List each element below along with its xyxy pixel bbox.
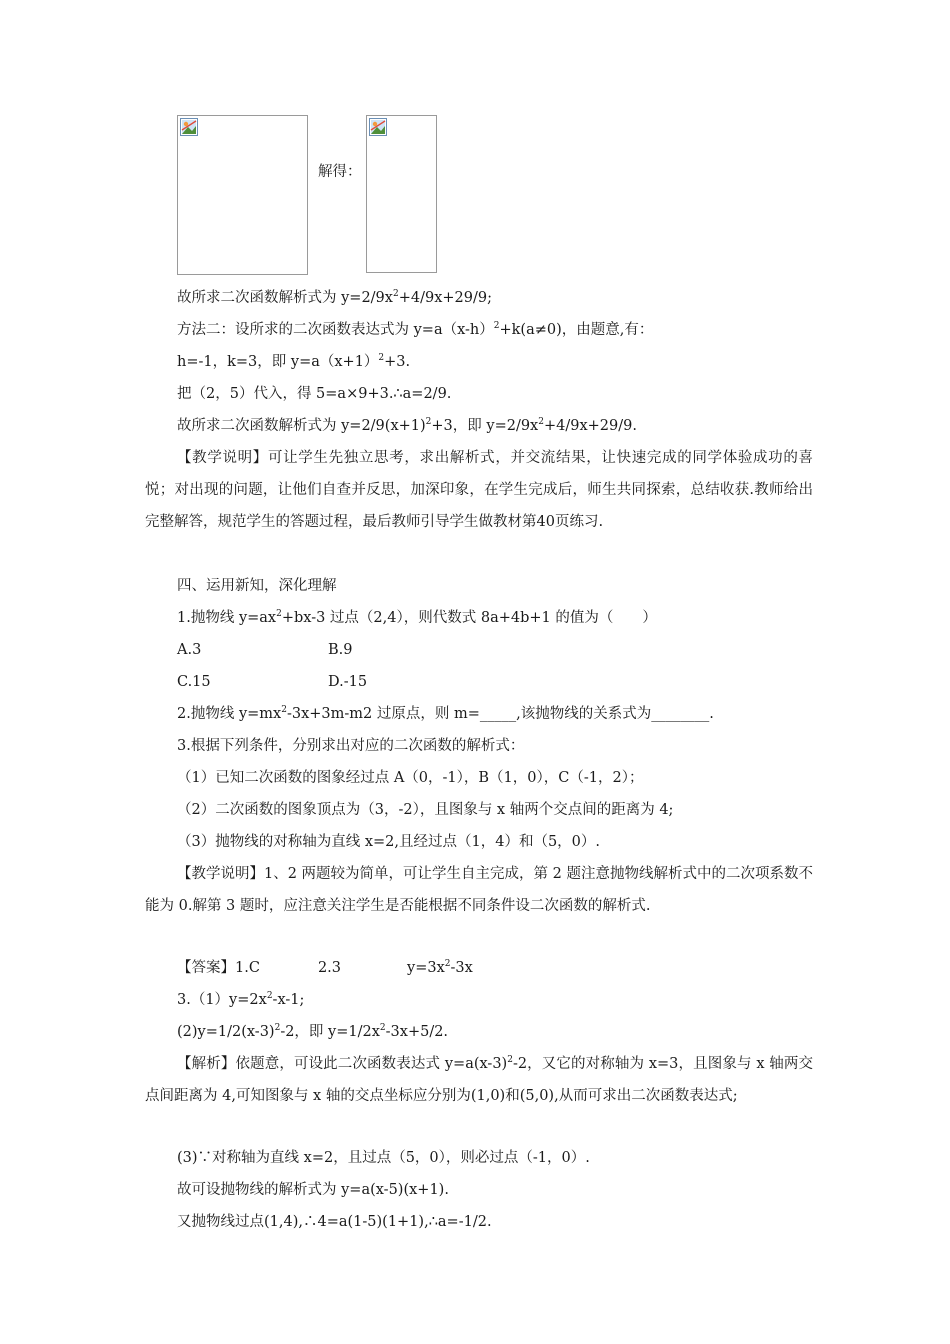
vertex-line: h=-1，k=3，即 $y=a(x+1)^2+3$. <box>177 353 411 370</box>
answer-3-part-1: $3.(1)y=2x^2-x-1$; <box>177 991 305 1008</box>
option-d: D.-15 <box>328 674 368 690</box>
broken-image-icon <box>180 118 198 136</box>
option-c: C.15 <box>177 674 211 690</box>
solve-label: 解得： <box>318 164 362 180</box>
question-1: 1.抛物线 $y=ax^2+bx-3$ 过点（2,4），则代数式 8a+4b+1 的值为（ ） <box>177 609 657 626</box>
analysis-paragraph: 【解析】依题意，可设此二次函数表达式 $y=a(x-3)^2-2$，又它的对称轴为 x=3，且图象与 x 轴两交点间距离为 4,可知图象与 x 轴的交点坐标应分别为(1,0)和(5,0),从而可求出二次函数表达式; <box>145 1055 813 1104</box>
answer-3-part-3: (3)∵对称轴为直线 x=2，且过点（5，0），则必过点（-1，0）. <box>177 1150 590 1166</box>
method-two-line: 方法二：设所求的二次函数表达式为 $y=a(x-h)^2+k(a\ne 0)$，由题意,有： <box>177 321 654 338</box>
answer-3-part-3-solve: 又抛物线过点(1,4),∴4=a(1-5)(1+1),∴a=-1/2. <box>177 1214 492 1230</box>
teaching-note-2: 【教学说明】1、2 两题较为简单，可让学生自主完成，第 2 题注意抛物线解析式中的二次项系数不能为 0.解第 3 题时，应注意关注学生是否能根据不同条件设二次函数的解析式. <box>145 866 813 914</box>
result-line-2: 故所求二次函数解析式为 $y=2/9(x+1)^2+3$，即 $y=2/9x^2+4/9x+29/9$. <box>177 417 637 434</box>
option-b: B.9 <box>328 642 353 658</box>
question-3-part-1: （1）已知二次函数的图象经过点 A（0，-1），B（1，0），C（-1，2）； <box>177 770 644 786</box>
answer-3-part-2: $(2)y=1/2(x-3)^2-2$，即 $y=1/2x^2-3x+5/2$. <box>177 1023 449 1040</box>
question-3-part-3: （3）抛物线的对称轴为直线 x=2,且经过点（1，4）和（5，0）. <box>177 834 601 850</box>
question-2: 2.抛物线 $y=mx^2-3x+3m-m2$ 过原点，则 m=_____,该抛物线的关系式为________. <box>177 705 714 722</box>
option-a: A.3 <box>177 642 202 658</box>
answer-line: 【答案】1.C 2.3 $y=3x^2-3x$ <box>177 959 473 976</box>
answer-3-part-3-setup: 故可设抛物线的解析式为 y=a(x-5)(x+1). <box>177 1182 449 1198</box>
image-placeholder-2 <box>366 115 437 273</box>
section-heading: 四、运用新知，深化理解 <box>177 578 337 594</box>
question-3-part-2: （2）二次函数的图象顶点为（3，-2），且图象与 x 轴两个交点间的距离为 4; <box>177 802 674 818</box>
image-placeholder-1 <box>177 115 308 275</box>
teaching-note-1: 【教学说明】可让学生先独立思考，求出解析式，并交流结果，让快速完成的同学体验成功的喜悦；对出现的问题，让他们自查并反思，加深印象，在学生完成后，师生共同探索，总结收获.教师给出完整解答，规范学生的答题过程，最后教师引导学生做教材第40页练习. <box>145 450 813 530</box>
result-line-1: 故所求二次函数解析式为 $y=2/9x^2+4/9x+29/9$; <box>177 289 492 306</box>
broken-image-icon <box>369 118 387 136</box>
question-3: 3.根据下列条件，分别求出对应的二次函数的解析式： <box>177 738 525 754</box>
substitute-line: 把（2，5）代入，得 5=a×9+3.∴a=2/9. <box>177 386 452 402</box>
